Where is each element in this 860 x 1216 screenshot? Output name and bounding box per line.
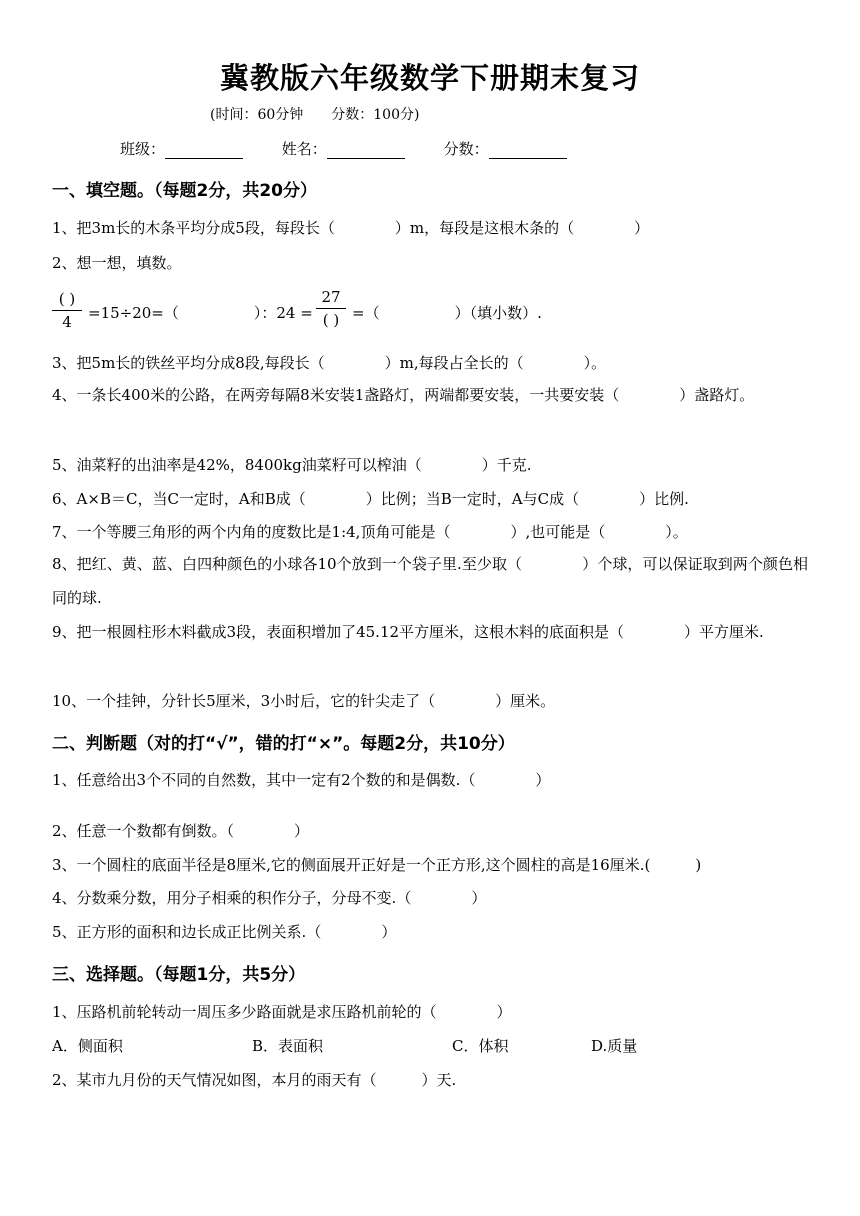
fill-question-6: 6、A×B＝C，当C一定时，A和B成（ ）比例；当B一定时，A与C成（ ）比例. bbox=[52, 490, 689, 508]
fill-question-9: 9、把一根圆柱形木料截成3段，表面积增加了45.12平方厘米，这根木料的底面积是（ ）平方厘米. bbox=[52, 623, 764, 641]
judge-question-4: 4、分数乘分数，用分子相乘的积作分子，分母不变.（ ） bbox=[52, 889, 487, 907]
fraction-1 bbox=[52, 290, 82, 331]
equation-middle: =15÷20=（ ）：24 = bbox=[88, 304, 313, 322]
section-choice-heading: 三、选择题。（每题1分，共5分） bbox=[52, 965, 306, 985]
score-label: 分数： bbox=[443, 140, 489, 158]
name-blank[interactable] bbox=[327, 142, 405, 159]
judge-question-3: 3、一个圆柱的底面半径是8厘米,它的侧面展开正好是一个正方形,这个圆柱的高是16厘米.( ) bbox=[52, 856, 702, 874]
class-label: 班级： bbox=[120, 140, 166, 158]
page-title: 冀教版六年级数学下册期末复习 bbox=[219, 61, 640, 95]
student-info-row bbox=[120, 138, 601, 159]
fill-question-3: 3、把5m长的铁丝平均分成8段,每段长（ ）m,每段占全长的（ ）。 bbox=[52, 354, 607, 372]
fill-question-10: 10、一个挂钟，分针长5厘米，3小时后，它的针尖走了（ ）厘米。 bbox=[52, 692, 556, 710]
choice-1-option-c[interactable]: C．体积 bbox=[452, 1037, 509, 1055]
choice-question-1: 1、压路机前轮转动一周压多少路面就是求压路机前轮的（ ） bbox=[52, 1003, 512, 1021]
fraction-1-denominator: 4 bbox=[62, 313, 72, 331]
name-label: 姓名： bbox=[281, 140, 327, 158]
choice-1-option-d[interactable]: D.质量 bbox=[591, 1037, 638, 1055]
fill-question-7: 7、一个等腰三角形的两个内角的度数比是1:4,顶角可能是（ ）,也可能是（ ）。 bbox=[52, 523, 688, 541]
class-blank[interactable] bbox=[165, 142, 243, 159]
choice-1-option-b[interactable]: B．表面积 bbox=[252, 1037, 324, 1055]
exam-time-score: (时间：60分钟 分数：100分) bbox=[210, 107, 420, 123]
fill-question-1: 1、把3m长的木条平均分成5段，每段长（ ）m，每段是这根木条的（ ） bbox=[52, 219, 650, 237]
equation-end: =（ ）（填小数）. bbox=[352, 304, 542, 322]
judge-question-2: 2、任意一个数都有倒数。（ ） bbox=[52, 822, 310, 840]
fill-question-5: 5、油菜籽的出油率是42%，8400kg油菜籽可以榨油（ ）千克. bbox=[52, 456, 532, 474]
fill-question-8: 8、把红、黄、蓝、白四种颜色的小球各10个放到一个袋子里.至少取（ ）个球，可以保证取到两个颜色相同的球. bbox=[52, 555, 808, 607]
fraction-2 bbox=[316, 288, 346, 329]
choice-1-option-a[interactable]: A．侧面积 bbox=[52, 1037, 123, 1055]
fill-question-4: 4、一条长400米的公路，在两旁每隔8米安装1盏路灯，两端都要安装，一共要安装（ ）盏路灯。 bbox=[52, 386, 755, 404]
fraction-2-denominator: ( ) bbox=[322, 311, 340, 329]
fraction-1-numerator: ( ) bbox=[52, 290, 82, 311]
section-fill-in-heading: 一、填空题。（每题2分，共20分） bbox=[52, 181, 317, 201]
fill-question-2: 2、想一想，填数。 bbox=[52, 254, 182, 272]
fraction-2-numerator: 27 bbox=[316, 288, 346, 309]
judge-question-5: 5、正方形的面积和边长成正比例关系.（ ） bbox=[52, 923, 397, 941]
section-judge-heading: 二、判断题（对的打“√”，错的打“×”。每题2分，共10分） bbox=[52, 734, 515, 754]
score-blank[interactable] bbox=[489, 142, 567, 159]
choice-question-2: 2、某市九月份的天气情况如图，本月的雨天有（ ）天. bbox=[52, 1071, 457, 1089]
judge-question-1: 1、任意给出3个不同的自然数，其中一定有2个数的和是偶数.（ ） bbox=[52, 771, 551, 789]
